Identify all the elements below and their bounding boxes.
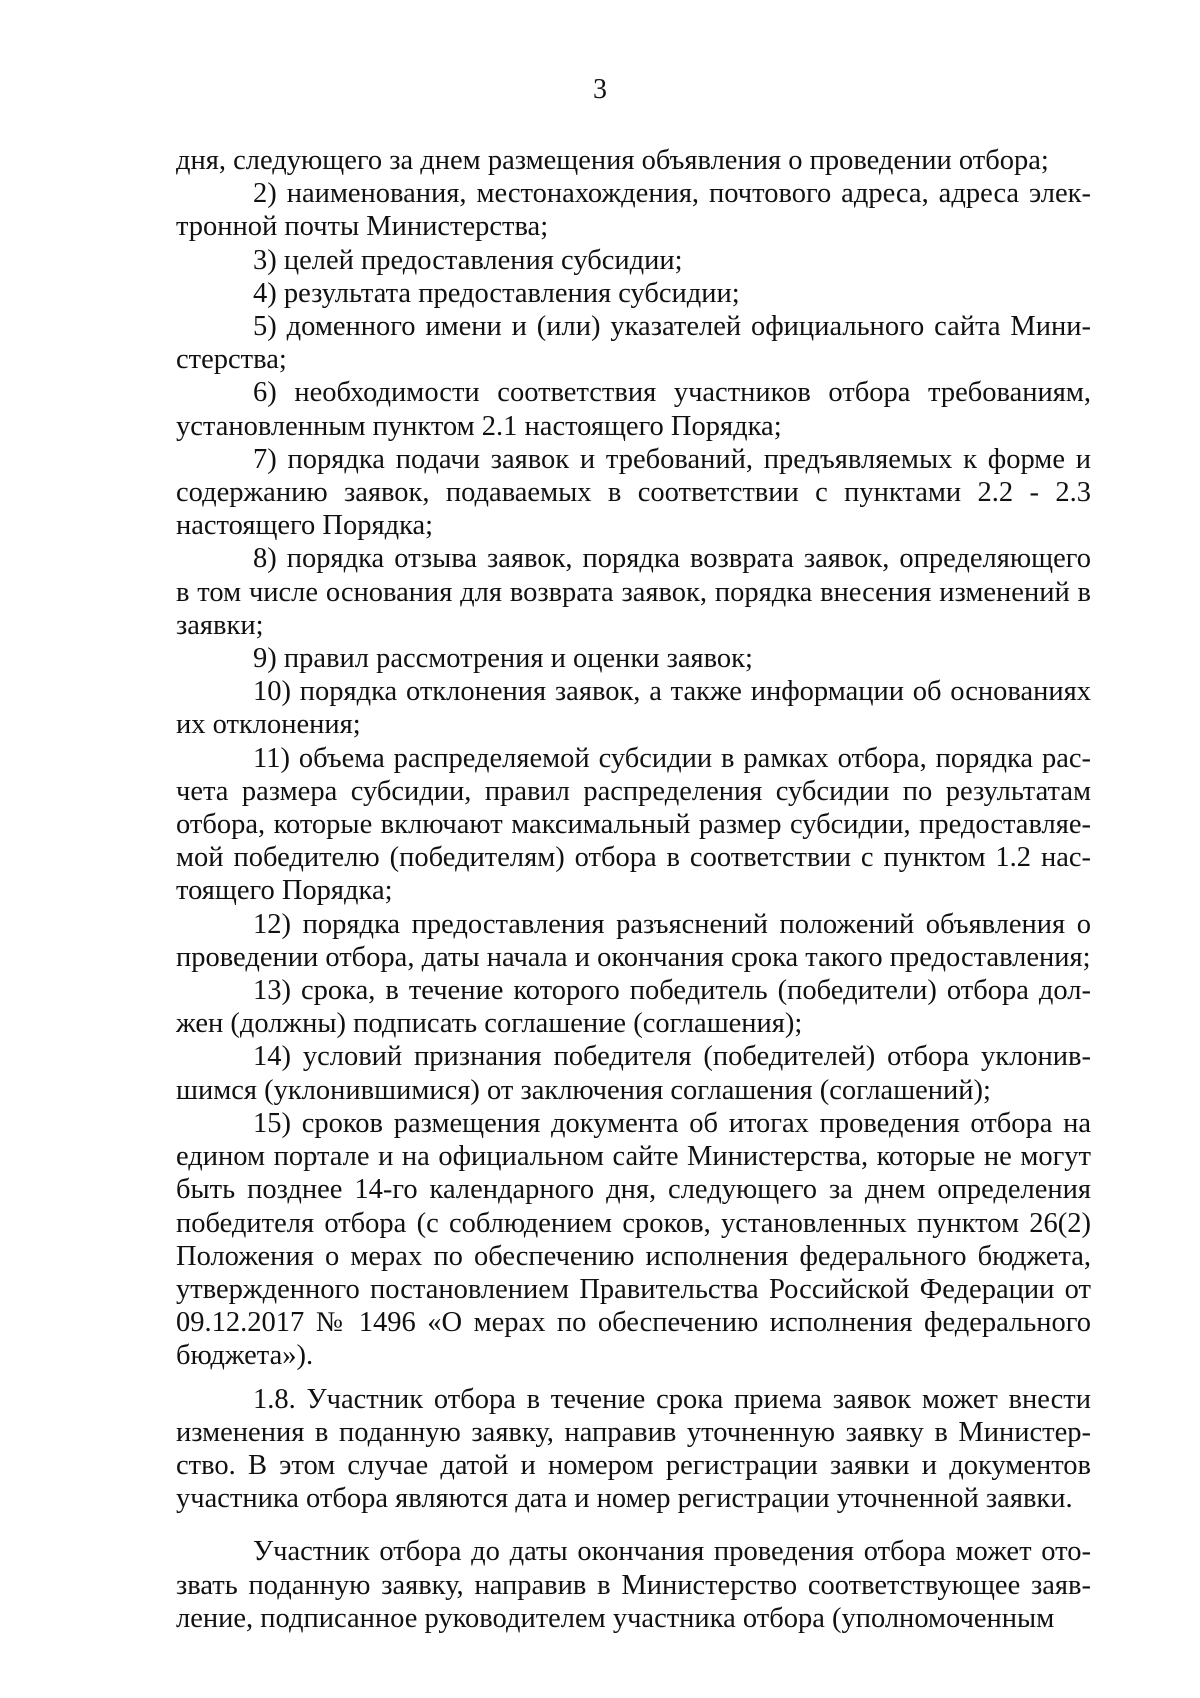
document-body (176, 144, 1091, 1635)
list-item-11: 11) объема распределяемой субсидии в рамках отбора, порядка расчета размера субсидии, правил распределения субсидии по результатам отбора, которые включают максимальный размер субсидии, предоставляемой победителю (победителям) отбора в соответствии с пунктом 1.2 настоящего Порядка; (176, 742, 1091, 907)
list-item-9: 9) правил рассмотрения и оценки заявок; (253, 643, 753, 675)
list-item-10: 10) порядка отклонения заявок, а также информации об основаниях их отклонения; (176, 676, 1091, 741)
list-item-6: 6) необходимости соответствия участников отбора требованиям, установленным пунктом 2.1 настоящего Порядка; (176, 377, 1091, 442)
list-item-7: 7) порядка подачи заявок и требований, предъявляемых к форме и содержанию заявок, подаваемых в соответствии с пунктами 2.2 - 2.3 настоящего Порядка; (176, 443, 1091, 542)
paragraph-withdrawal: Участник отбора до даты окончания проведения отбора может отозвать поданную заявку, направив в Министерство соответствующее заявление, подписанное руководителем участника отбора (уполномоченным (176, 1536, 1091, 1634)
list-item-4: 4) результата предоставления субсидии; (253, 277, 740, 309)
paragraph-continuation: дня, следующего за днем размещения объявления о проведении отбора; (176, 145, 1049, 176)
list-item-3: 3) целей предоставления субсидии; (253, 244, 683, 276)
section-1-8: 1.8. Участник отбора в течение срока приема заявок может внести изменения в поданную заявку, направив уточненную заявку в Министерство. В этом случае датой и номером регистрации заявки и документов участника отбора являются дата и номер регистрации уточненной заявки. (176, 1383, 1091, 1515)
list-item-12: 12) порядка предоставления разъяснений положений объявления о проведении отбора, даты начала и окончания срока такого предоставления; (176, 908, 1091, 973)
list-item-13: 13) срока, в течение которого победитель (победители) отбора должен (должны) подписать соглашение (соглашения); (176, 975, 1091, 1040)
list-item-8: 8) порядка отзыва заявок, порядка возврата заявок, определяющего в том числе основания для возврата заявок, порядка внесения изменений в заявки; (176, 543, 1091, 641)
list-item-5: 5) доменного имени и (или) указателей официального сайта Министерства; (176, 311, 1091, 376)
list-item-15: 15) сроков размещения документа об итогах проведения отбора на едином портале и на официальном сайте Министерства, которые не могут быть позднее 14-го календарного дня, следующего за днем определения победителя отбора (с соблюдением сроков, установленных пунктом 26(2) Положения о мерах по обеспечению исполнения федерального бюджета, утвержденного постановлением Правительства Российской Федерации от 09.12.2017 № 1496 «О мерах по обеспечению исполнения федерального бюджета»). (176, 1107, 1091, 1372)
list-item-14: 14) условий признания победителя (победителей) отбора уклонившимся (уклонившимися) от заключения соглашения (соглашений); (176, 1041, 1091, 1106)
page-number: 3 (593, 74, 607, 105)
list-item-2: 2) наименования, местонахождения, почтового адреса, адреса электронной почты Министерства; (176, 178, 1091, 243)
